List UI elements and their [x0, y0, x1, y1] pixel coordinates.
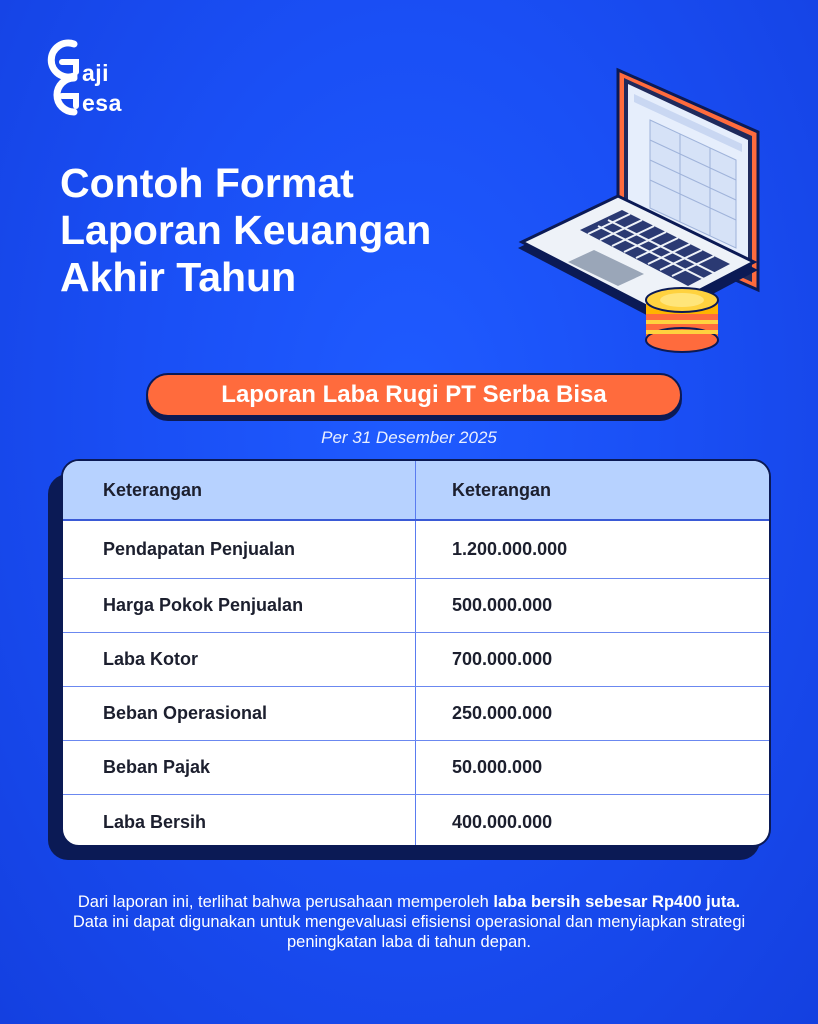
row-label: Laba Bersih [63, 795, 416, 847]
row-label: Harga Pokok Penjualan [63, 579, 416, 632]
row-value: 700.000.000 [452, 649, 553, 669]
brand-logo [40, 38, 160, 118]
summary-text-2: Data ini dapat digunakan untuk mengevaluasi efisiensi operasional dan menyiapkan strategi peningkatan laba di tahun depan. [72, 913, 746, 951]
income-statement-table [61, 459, 771, 847]
table-row [63, 741, 769, 795]
row-value: 500.000.000 [452, 595, 553, 615]
report-date: Per 31 Desember 2025 [321, 428, 497, 447]
row-label: Laba Kotor [63, 633, 416, 686]
summary-paragraph [60, 892, 758, 952]
report-title-badge: Laporan Laba Rugi PT Serba Bisa [146, 373, 682, 417]
title-line-3: Akhir Tahun [60, 254, 297, 300]
row-label: Beban Pajak [63, 741, 416, 794]
brand-line1: aji [82, 60, 110, 86]
summary-highlight: laba bersih sebesar Rp400 juta. [493, 893, 741, 911]
row-label: Pendapatan Penjualan [63, 521, 416, 578]
row-value: 50.000.000 [452, 757, 543, 777]
table-row [63, 633, 769, 687]
row-value: 1.200.000.000 [452, 539, 568, 559]
laptop-icon [510, 60, 780, 360]
brand-line2: esa [82, 90, 122, 116]
table-body [63, 521, 769, 847]
page-title [60, 160, 520, 301]
row-label: Beban Operasional [63, 687, 416, 740]
summary-text-1: Dari laporan ini, terlihat bahwa perusahaan memperoleh [77, 893, 494, 911]
row-value: 400.000.000 [452, 811, 553, 832]
table-row [63, 579, 769, 633]
table-row [63, 795, 769, 847]
header-cell-description: Keterangan [63, 461, 416, 519]
table-row [63, 687, 769, 741]
title-line-1: Contoh Format [60, 160, 354, 206]
header-cell-amount: Keterangan [452, 479, 552, 500]
row-value: 250.000.000 [452, 703, 553, 723]
table-row [63, 521, 769, 579]
coin-stack-icon [646, 288, 718, 352]
table-header [63, 461, 769, 521]
title-line-2: Laporan Keuangan [60, 207, 432, 253]
